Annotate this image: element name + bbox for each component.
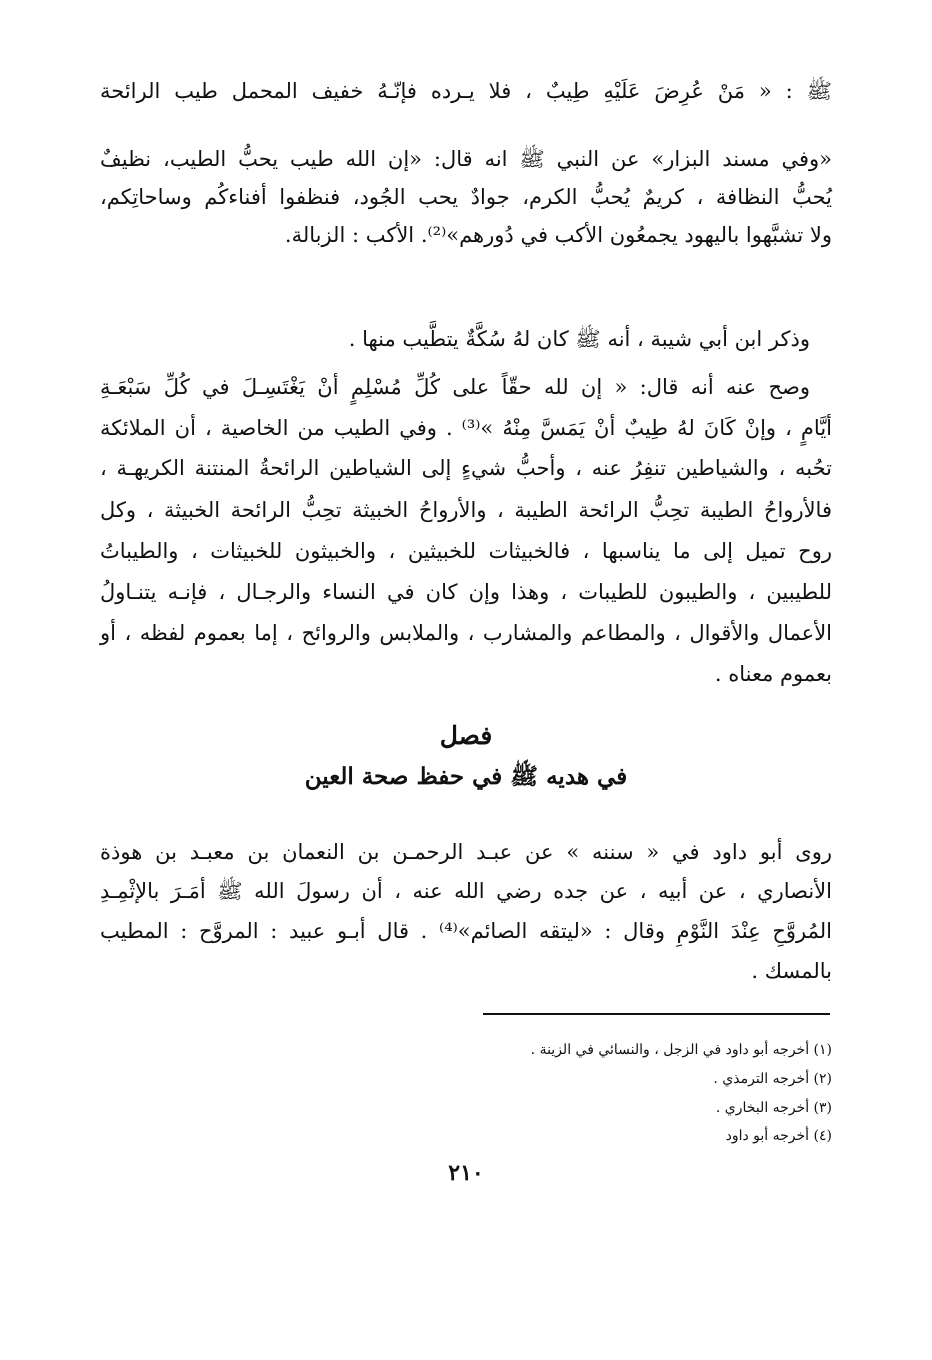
text-line: روح تميل إلى ما يناسبها ، فالخبيثات للخبيثين ، والخبيثون للخبيثات ، والطيباتُ bbox=[100, 539, 832, 563]
text-line: للطيبين ، والطيبون للطيبات ، وهذا وإن كان في النساء والرجـال ، فإنـه يتنـاولُ bbox=[100, 580, 832, 604]
section-subtitle: في هديه ﷺ في حفظ صحة العين bbox=[304, 763, 628, 790]
text-line: روى أبو داود في « سننه » عن عبـد الرحمـن بن النعمان بن معبـد بن هوذة bbox=[100, 840, 832, 864]
text-line: أيَّامٍ ، وإنْ كَانَ لهُ طِيبٌ أنْ يَمَسَّ مِنْهُ »⁽³⁾ . وفي الطيب من الخاصية ، أن الملائكة bbox=[100, 416, 833, 440]
footnote: (٢) أخرجه الترمذي . bbox=[713, 1071, 832, 1087]
footnote: (٤) أخرجه أبو داود bbox=[725, 1128, 832, 1144]
text-line: بالمسك . bbox=[751, 959, 832, 983]
text-line: المُروَّحِ عِنْدَ النَّوْمِ وقال : «ليتقه الصائم»⁽⁴⁾ . قال أبـو عبيد : المروَّح : المطيب bbox=[100, 919, 832, 943]
text-line: فالأرواحُ الطيبة تحِبُّ الرائحة الطيبة ، والأرواحُ الخبيثة تحِبُّ الرائحة الخبيثة ، وكل bbox=[100, 498, 832, 522]
text-line: يُحبُّ النظافة ، كريمٌ يُحبُّ الكرم، جوادٌ يحب الجُود، فنظفوا أفناءكُم وساحاتِكم، bbox=[100, 185, 832, 209]
text-line: بعموم معناه . bbox=[714, 662, 832, 686]
text-line: تحُبه ، والشياطين تنفِرُ عنه ، وأحبُّ شيءٍ إلى الشياطين الرائحةُ المنتنة الكريهـة ، bbox=[100, 456, 832, 480]
text-line: ولا تشبَّهوا باليهود يجمعُون الأكب في دُورهم»⁽²⁾. الأكب : الزبالة. bbox=[284, 223, 832, 247]
footnote: (٣) أخرجه البخاري . bbox=[715, 1100, 832, 1116]
text-line: وصح عنه أنه قال: « إن لله حقّاً على كُلِّ مُسْلِمٍ أنْ يَغْتَسِـلَ في كُلِّ سَبْعَـةِ bbox=[100, 375, 810, 399]
section-title: فصل bbox=[439, 721, 493, 750]
footnote: (١) أخرجه أبو داود في الزجل ، والنسائي في الزينة . bbox=[530, 1042, 832, 1058]
text-line: الأعمال والأقوال ، والمطاعم والمشارب ، والملابس والروائح ، إما بعموم لفظه ، أو bbox=[100, 621, 832, 645]
page-number: ٢١٠ bbox=[448, 1160, 484, 1186]
footnote-divider bbox=[483, 1013, 830, 1015]
text-line: ﷺ : « مَنْ عُرِضَ عَلَيْهِ طِيبٌ ، فلا يـرده فإنّـهُ خفيف المحمل طيب الرائحة bbox=[100, 79, 832, 103]
text-line: وذكر ابن أبي شيبة ، أنه ﷺ كان لهُ سُكَّةٌ يتطَّيب منها . bbox=[348, 327, 810, 351]
text-line: «وفي مسند البزار» عن النبي ﷺ انه قال: «إن الله طيب يحبُّ الطيب، نظيفٌ bbox=[100, 147, 832, 171]
text-line: الأنصاري ، عن أبيه ، عن جده رضي الله عنه ، أن رسولَ الله ﷺ أمَـرَ بالإثْمِـدِ bbox=[100, 879, 832, 903]
